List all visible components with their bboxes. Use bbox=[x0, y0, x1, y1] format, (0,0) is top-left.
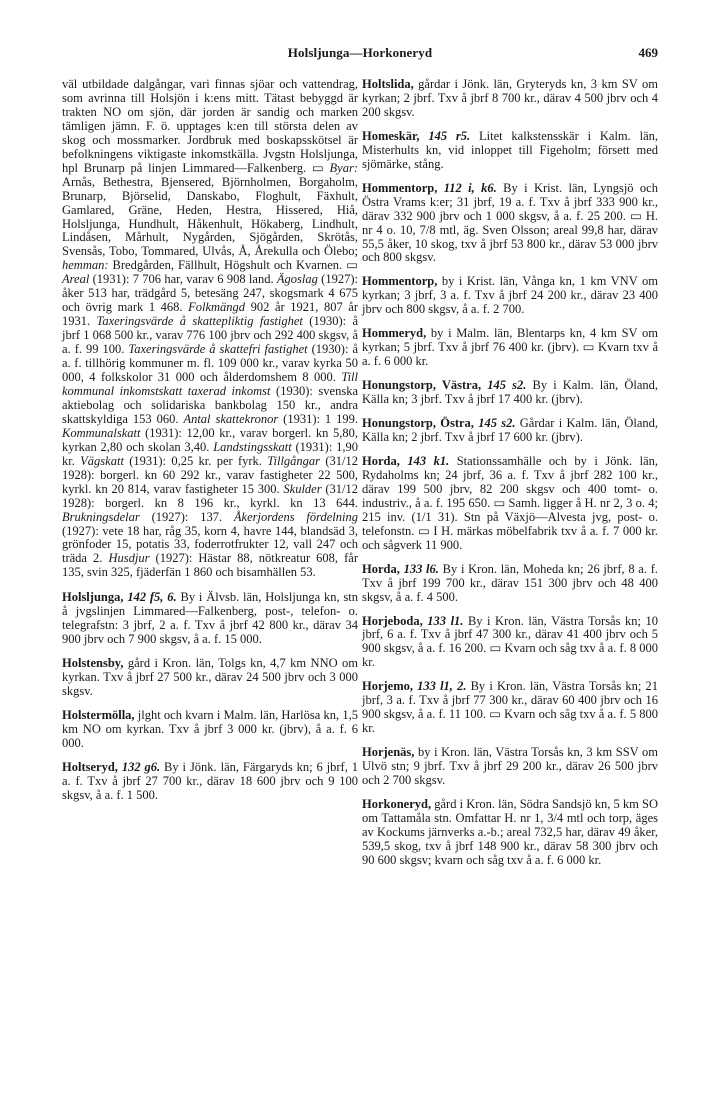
map-reference: 133 l6. bbox=[399, 561, 439, 576]
entry-headword: Horkoneryd, bbox=[362, 796, 432, 811]
entry-headword: Holstensby, bbox=[62, 656, 124, 671]
right-column bbox=[362, 78, 658, 878]
page-number: 469 bbox=[638, 45, 658, 60]
entry-horda-moheda bbox=[362, 563, 658, 605]
running-head: Holsljunga—Horkoneryd bbox=[287, 45, 433, 60]
entry-headword: Horjeboda, bbox=[362, 613, 423, 628]
map-reference: 133 l1. bbox=[422, 613, 464, 628]
taxeringsvarde-label: Taxeringsvärde å skattepliktig fastighet bbox=[96, 314, 303, 329]
skattekronor-label: Antal skattekronor bbox=[183, 411, 279, 426]
entry-text: By i Jönk. län, Färgaryds kn; 6 jbrf, 1 a. f. Txv å jbrf 27 700 kr., därav 18 600 jbrv och 9 100 skgsv, å a. f. 1 500. bbox=[62, 759, 359, 802]
entry-text: (1931): 1,90 kr. bbox=[62, 439, 358, 468]
entry-headword: Holtseryd, bbox=[62, 759, 118, 774]
entry-text: gårdar i Jönk. län, Gryteryds kn, 3 km SV om kyrkan; 2 jbrf. Txv å jbrf 8 700 kr., därav 4 500 jbrv och 4 200 skgsv. bbox=[362, 77, 658, 119]
entry-headword: Holsljunga, bbox=[62, 590, 124, 605]
entry-headword: Horda, bbox=[362, 561, 400, 576]
agoslag-label: Ägoslag bbox=[276, 272, 318, 287]
entry-headword: Horjemo, bbox=[362, 679, 414, 694]
tillgangar-label: Tillgångar bbox=[267, 453, 321, 468]
entry-text: (1927): Hästar 88, nötkreatur 608, får 135, svin 325, fjäderfän 1 860 och bisamhällen 53. bbox=[62, 551, 358, 580]
entry-holtseryd bbox=[62, 761, 358, 803]
entry-headword: Hommentorp, bbox=[362, 180, 438, 195]
entry-text: Stationssamhälle och by i Jönk. län, Rydaholms kn; 24 jbrf, 36 a. f. Txv å jbrf 282 100 kr., därav 199 500 jbrv, 82 200 skgsv och 400 tomt- o. industriv., å a. f. 195 650. ▭ Samh. ligger å H. nr 2, 3 o. 4; 215 inv. (1/1 31). Stn på Växjö—Alvesta jvg, post- o. telefonstn. ▭ I H. märkas möbelfabrik txv å a. f. 7 000 kr. och sågverk 11 900. bbox=[362, 453, 659, 552]
entry-hommentorp-lyngsjo bbox=[362, 182, 658, 266]
entry-text: By i Kron. län, Moheda kn; 26 jbrf, 8 a. f. Txv å jbrf 199 700 kr., därav 151 300 jbrv och 48 400 skgsv, å a. f. 4 500. bbox=[362, 561, 658, 604]
inkomst-label: Till kommunal inkomstskatt taxerad inkomst bbox=[62, 370, 358, 398]
byar-label: Byar: bbox=[329, 160, 358, 175]
skulder-label: Skulder bbox=[283, 481, 322, 496]
map-reference: 145 s2. bbox=[473, 416, 516, 431]
entry-headword: Honungstorp, Östra, bbox=[362, 416, 474, 431]
entry-text: (1930): å jbrf 1 068 500 kr., varav 776 100 jbrv och 292 400 skgsv, å a. f. 99 100. bbox=[62, 314, 359, 357]
entry-horjemo bbox=[362, 680, 658, 736]
brukningsdelar-label: Brukningsdelar bbox=[62, 509, 140, 524]
entry-horkoneryd bbox=[362, 798, 658, 868]
entry-text: By i Krist. län, Lyngsjö och Östra Vrams k:er; 31 jbrf, 19 a. f. Txv å jbrf 333 900 kr., därav 332 900 jbrv och 1 000 skgsv, å a. f. 25 200. ▭ H. nr 4 o. 10, 7/8 mtl, äg. Sven Olsson; areal 99,8 har, därav 55,5 åker, 10 skog, txv å jbrf 53 800 kr., därav 53 000 jbrv och 800 skgsv. bbox=[362, 180, 658, 265]
taxeringsvarde-skattefri-label: Taxeringsvärde å skattefri fastighet bbox=[128, 342, 308, 357]
map-reference: 145 s2. bbox=[481, 378, 527, 393]
entry-text: (31/12 1928): borgerl. kn 60 292 kr., varav fastigheter 22 500, kyrkl. kn 20 814, varav fastigheter 15 300. bbox=[62, 453, 358, 496]
husdjur-label: Husdjur bbox=[108, 551, 150, 566]
entry-text: Litet kalkstensskär i Kalm. län, Misterhults kn, vid inloppet till Figeholm; försett med sjömärke, stång. bbox=[362, 128, 658, 171]
entry-text: Arnås, Bethestra, Bjensered, Björnholmen, Borgaholm, Brunarp, Björselid, Danskabo, Floghult, Fäxhult, Gamlared, Gräne, Heden, Hestra, Hissered, Hiå, Holsljunga, Hundhult, Håkenhult, Hökaberg, Lindhult, Lindåsen, Mårhult, Nygården, Sjögården, Skrötås, Svensås, Tobo, Tommared, Ulvås, Å, Årekulla och Ölebo; bbox=[62, 174, 358, 259]
entry-text: (1930): svenska aktiebolag och solidariska bankbolag 150 kr., andra skattskyldiga 153 060. bbox=[62, 383, 359, 426]
entry-headword: Honungstorp, Västra, bbox=[362, 378, 482, 393]
entry-text: (1927): 137. bbox=[139, 509, 234, 524]
entry-headword: Homeskär, bbox=[362, 128, 420, 143]
entry-text: (31/12 1928): borgerl. kn 8 196 kr., kyrkl. kn 13 644. bbox=[62, 481, 358, 510]
entry-text: By i Älvsb. län, Holsljunga kn, stn å jvgslinjen Limmared—Falkenberg, post-, telefon- o. telegrafstn: 3 jbrf, 2 a. f. Txv å jbrf 42 800 kr., därav 34 900 jbrv och 7 900 skgsv, å a. f. 15 000. bbox=[62, 590, 358, 647]
entry-holtslida bbox=[362, 78, 658, 120]
akerjord-label: Åkerjordens fördelning bbox=[233, 509, 358, 524]
areal-label: Areal bbox=[62, 272, 90, 287]
entry-text: (1931): 1 199. bbox=[278, 411, 358, 426]
map-reference: 145 r5. bbox=[419, 128, 471, 143]
entry-headword: Holtslida, bbox=[362, 77, 414, 91]
entry-text: (1930): å a. f. tillhörig kommuner m. fl. 109 000 kr., varav kyrka 50 000, 4 folkskolor 31 000 och ålderdomshem 8 000. bbox=[62, 342, 358, 385]
entry-text: jlght och kvarn i Malm. län, Harlösa kn, 1,5 km NO om kyrkan. Txv å jbrf 3 000 kr. (jbrv), å a. f. 6 000. bbox=[62, 707, 358, 750]
entry-horjenas bbox=[362, 746, 658, 788]
entry-text: Bredgården, Fällhult, Högshult och Kvarnen. ▭ bbox=[108, 258, 358, 273]
entry-headword: Holstermölla, bbox=[62, 707, 135, 722]
entry-text: (1927): åker 513 har, trädgård 5, betesäng 247, skogsmark 4 675 och övrig mark 1 468. bbox=[62, 272, 358, 315]
entry-holstensby bbox=[62, 657, 358, 699]
entry-text: By i Kron. län, Västra Torsås kn; 10 jbrf, 6 a. f. Txv å jbrf 47 300 kr., därav 41 400 jbrv och 5 900 skgsv, å a. f. 16 200. ▭ Kvarn och såg txv å a. f. 8 000 kr. bbox=[362, 613, 658, 670]
entry-horda-rydaholm bbox=[362, 455, 658, 553]
entry-text: väl utbildade dalgångar, vari finnas sjöar och vattendrag, som avrinna till Holsjön i k:ens mitt. Tätast bebyggd är trakten NO om sjön, där jorden är sandig och marken tämligen jämn. F. ö. upptages k:en till största delen av skog och mossmarker. Jordbruk med boskapsskötsel är befolkningens viktigaste inkomstkälla. Jvgstn Holsljunga, hpl Brunarp på linjen Limmared—Falkenberg. ▭ bbox=[62, 77, 358, 175]
entry-text: by i Krist. län, Vånga kn, 1 km VNV om kyrkan; 3 jbrf, 3 a. f. Txv å jbrf 24 200 kr., därav 23 400 jbrv och 800 skgsv, å a. f. 2 700. bbox=[362, 274, 658, 317]
map-reference: 112 i, k6. bbox=[437, 180, 497, 195]
map-reference: 132 g6. bbox=[117, 759, 161, 774]
entry-holsljunga bbox=[62, 591, 358, 647]
holsljunga-parish-entry-continued bbox=[62, 78, 358, 580]
entry-text: (1931): 12,00 kr., varav borgerl. kn 5,80, kyrkan 2,80 och skolan 3,40. bbox=[62, 425, 358, 454]
entry-headword: Horda, bbox=[362, 453, 400, 468]
entry-text: (1927): vete 18 har, råg 35, korn 4, havre 144, blandsäd 3, grönfoder 15, potatis 33, foderrotfrukter 12, vall 247 och träda 2. bbox=[62, 523, 358, 566]
left-column bbox=[62, 78, 358, 813]
entry-headword: Horjenäs, bbox=[362, 745, 415, 760]
entry-text: gård i Kron. län, Tolgs kn, 4,7 km NNO om kyrkan. Txv å jbrf 27 500 kr., därav 24 500 jbrv och 3 000 skgsv. bbox=[62, 656, 358, 699]
map-reference: 142 f5, 6. bbox=[123, 590, 177, 605]
hemman-label: hemman: bbox=[62, 258, 109, 273]
landstingsskatt-label: Landstingsskatt bbox=[213, 439, 292, 454]
entry-honungstorp-ostra bbox=[362, 417, 658, 445]
entry-text: by i Kron. län, Västra Torsås kn, 3 km SSV om Ulvö stn; 9 jbrf. Txv å jbrf 29 200 kr., därav 26 500 jbrv och 2 700 skgsv. bbox=[362, 745, 658, 788]
entry-text: (1931): 7 706 har, varav 6 908 land. bbox=[89, 272, 277, 287]
entry-homeskar bbox=[362, 130, 658, 172]
entry-honungstorp-vastra bbox=[362, 379, 658, 407]
map-reference: 143 k1. bbox=[399, 453, 450, 468]
entry-text: By i Kalm. län, Öland, Källa kn; 3 jbrf. Txv å jbrf 17 400 kr. (jbrv). bbox=[362, 378, 658, 407]
folkmangd-label: Folkmängd bbox=[188, 300, 246, 315]
vagskatt-label: Vägskatt bbox=[80, 453, 124, 468]
entry-text: 902 år 1921, 807 år 1931. bbox=[62, 300, 358, 329]
entry-hommentorp-vanga bbox=[362, 275, 658, 317]
entry-text: Gårdar i Kalm. län, Öland, Källa kn; 2 jbrf. Txv å jbrf 17 600 kr. (jbrv). bbox=[362, 416, 658, 445]
entry-holstermolla bbox=[62, 709, 358, 751]
entry-horjeboda bbox=[362, 615, 658, 671]
entry-text: by i Malm. län, Blentarps kn, 4 km SV om kyrkan; 5 jbrf. Txv å jbrf 76 400 kr. (jbrv). ▭ Kvarn txv å a. f. 6 000 kr. bbox=[362, 326, 658, 369]
entry-headword: Hommeryd, bbox=[362, 326, 427, 341]
entry-text: gård i Kron. län, Södra Sandsjö kn, 5 km SO om Tattamåla stn. Omfattar H. nr 1, 3/4 mtl och torp, äges av Kockums järnverks a.-b.; areal 732,5 har, därav 49 åker, 539,5 skog, txv å jbrf 148 900 kr., därav 58 300 jbrv och 90 600 skgsv; kvarn och såg txv å a. f. 6 000 kr. bbox=[362, 796, 658, 867]
kommunalskatt-label: Kommunalskatt bbox=[62, 425, 141, 440]
entry-hommeryd bbox=[362, 327, 658, 369]
page-header bbox=[62, 45, 658, 65]
entry-headword: Hommentorp, bbox=[362, 274, 438, 289]
map-reference: 133 l1, 2. bbox=[413, 679, 467, 694]
entry-text: (1931): 0,25 kr. per fyrk. bbox=[123, 453, 268, 468]
entry-text: By i Kron. län, Västra Torsås kn; 21 jbrf, 3 a. f. Txv å jbrf 77 300 kr., därav 60 400 jbrv och 16 900 skgsv, å a. f. 11 100. ▭ Kvarn och såg txv å a. f. 5 800 kr. bbox=[362, 679, 658, 736]
